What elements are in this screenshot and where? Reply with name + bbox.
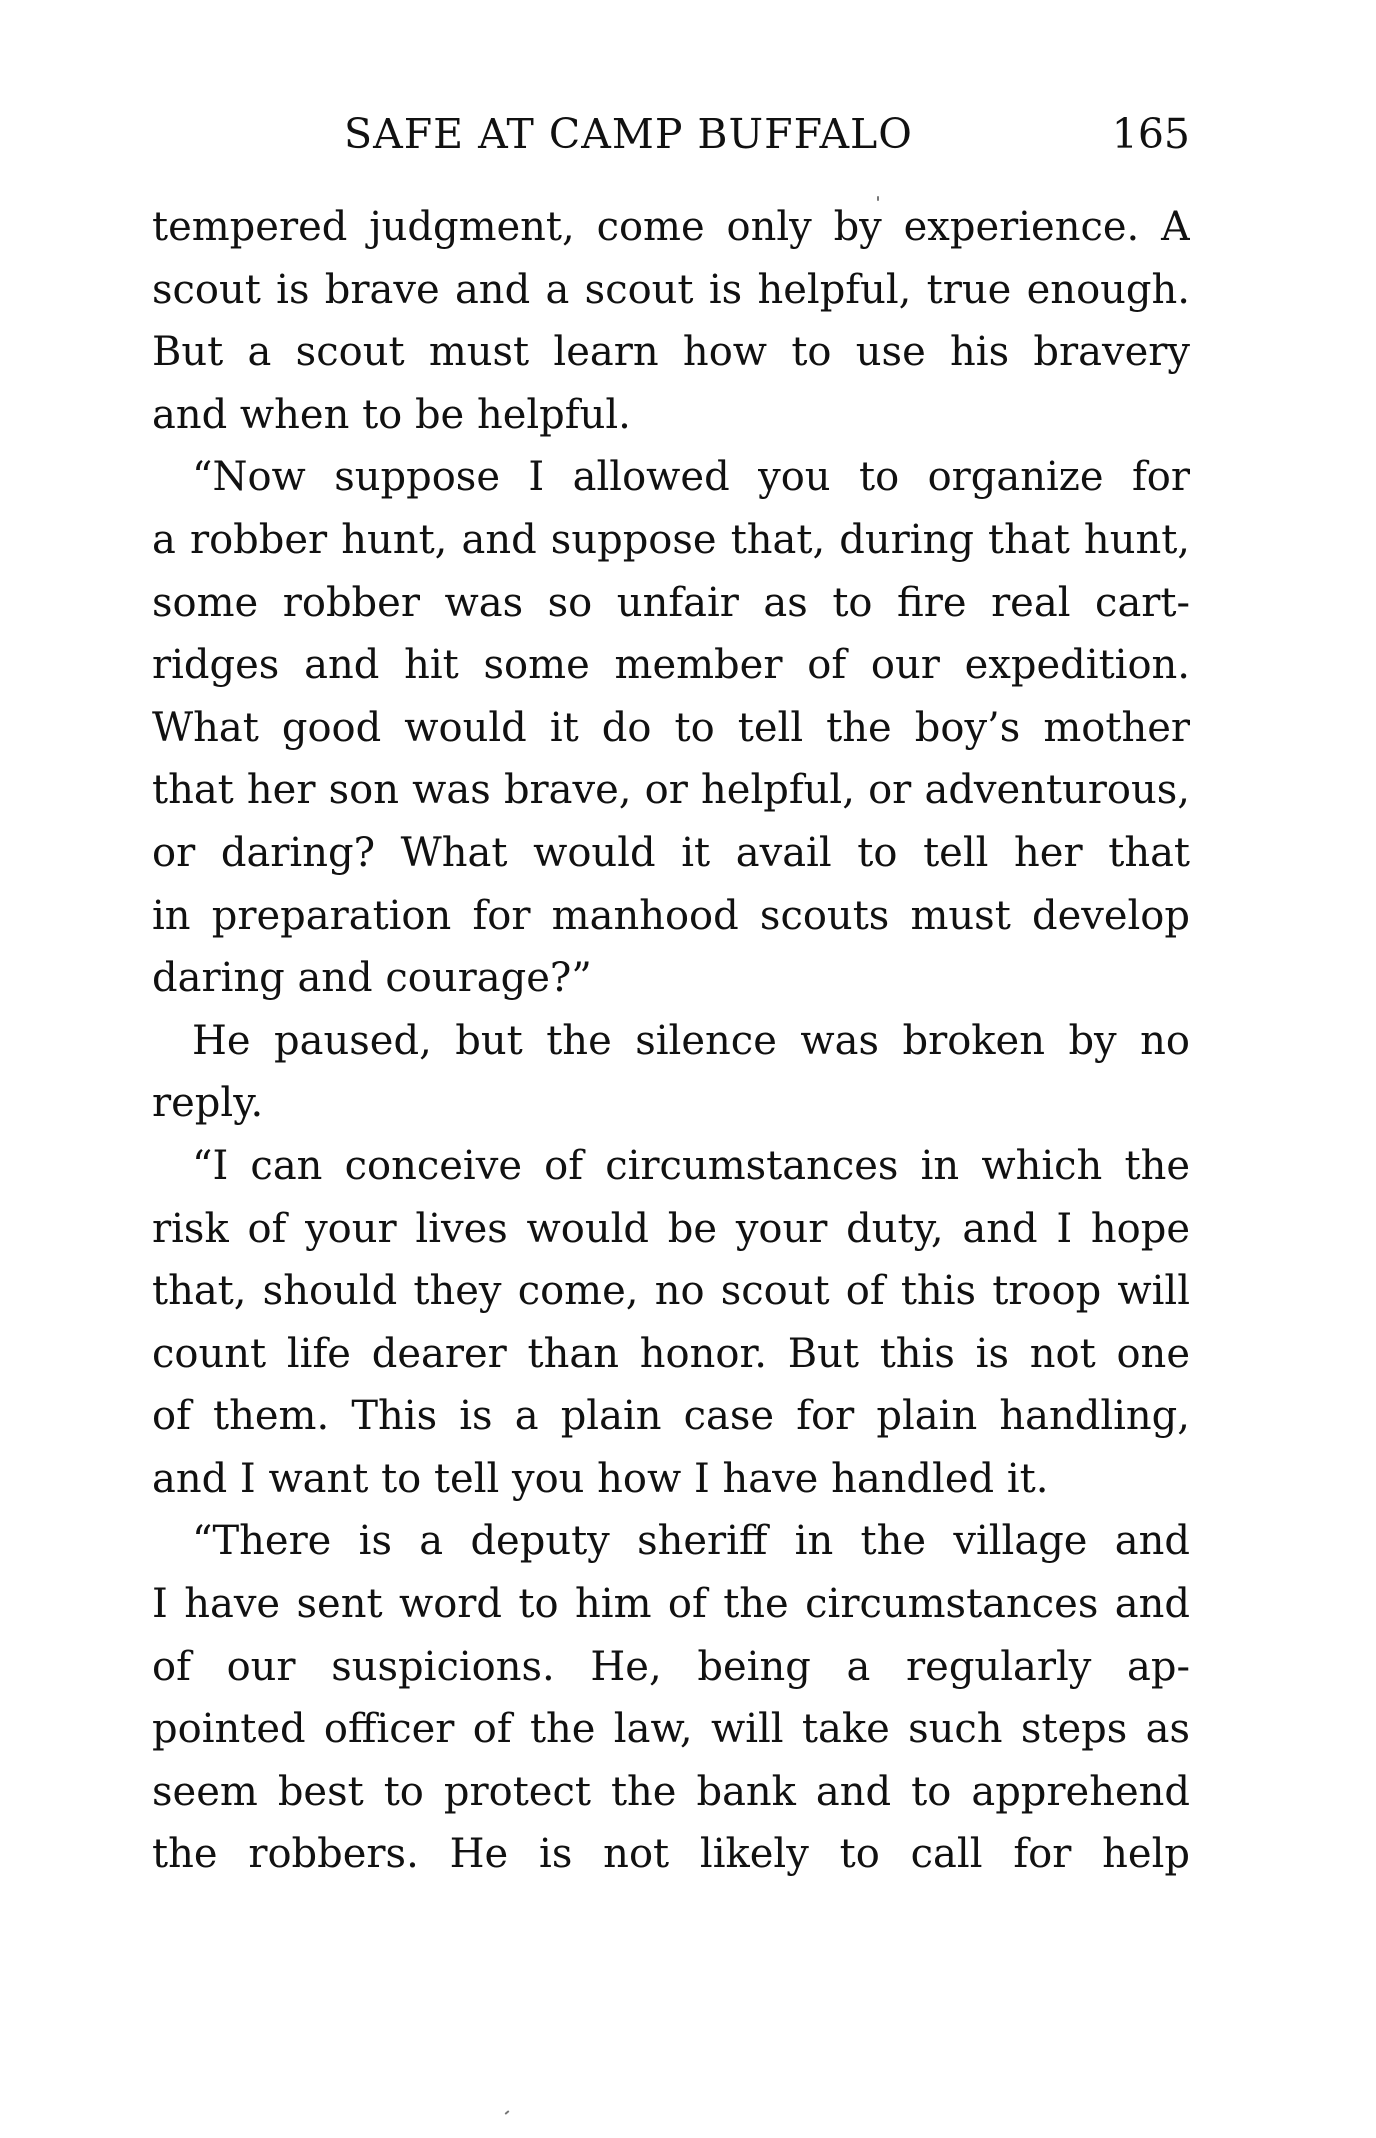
page-number: 165 (1111, 110, 1190, 158)
text-line: tempered judgment, come only by experience. A (152, 204, 1190, 250)
text-line: daring and courage?” (152, 955, 592, 1002)
text-line: ridges and hit some member of our expedition. (152, 642, 1190, 689)
text-line: seem best to protect the bank and to apprehend (152, 1768, 1190, 1815)
text-line: the robbers. He is not likely to call for help (152, 1831, 1190, 1878)
text-line: and when to be helpful. (152, 391, 631, 438)
text-line: of them. This is a plain case for plain handling, (152, 1393, 1190, 1440)
text-line: or daring? What would it avail to tell her that (152, 829, 1190, 876)
text-line: scout is brave and a scout is helpful, true enough. (152, 266, 1190, 313)
paper-speck (504, 2110, 509, 2115)
text-line: “Now suppose I allowed you to organize for (192, 454, 1190, 501)
text-line: reply. (152, 1080, 264, 1127)
text-line: pointed officer of the law, will take such steps as (152, 1706, 1190, 1753)
text-line: count life dearer than honor. But this is not one (152, 1330, 1190, 1377)
text-line: “I can conceive of circumstances in which the (192, 1142, 1190, 1189)
text-line: What good would it do to tell the boy’s mother (152, 704, 1190, 751)
text-line: in preparation for manhood scouts must develop (152, 892, 1190, 939)
text-line: and I want to tell you how I have handled it. (152, 1455, 1049, 1502)
running-head (152, 110, 1190, 170)
text-line: But a scout must learn how to use his bravery (152, 329, 1190, 376)
text-line: that her son was brave, or helpful, or adventurous, (152, 767, 1190, 814)
text-line: some robber was so unfair as to fire real cart- (152, 579, 1190, 626)
text-line: He paused, but the silence was broken by no (192, 1017, 1190, 1064)
text-line: a robber hunt, and suppose that, during that hunt, (152, 516, 1190, 563)
text-line: risk of your lives would be your duty, and I hope (152, 1205, 1190, 1252)
text-line: “There is a deputy sheriff in the village and (192, 1518, 1190, 1565)
text-line: that, should they come, no scout of this troop will (152, 1268, 1190, 1315)
running-title: SAFE AT CAMP BUFFALO (344, 110, 913, 158)
body-text (152, 196, 1190, 1886)
paper-speck (877, 196, 879, 201)
text-line: of our suspicions. He, being a regularly ap- (152, 1643, 1190, 1690)
text-line: I have sent word to him of the circumstances and (152, 1581, 1190, 1628)
